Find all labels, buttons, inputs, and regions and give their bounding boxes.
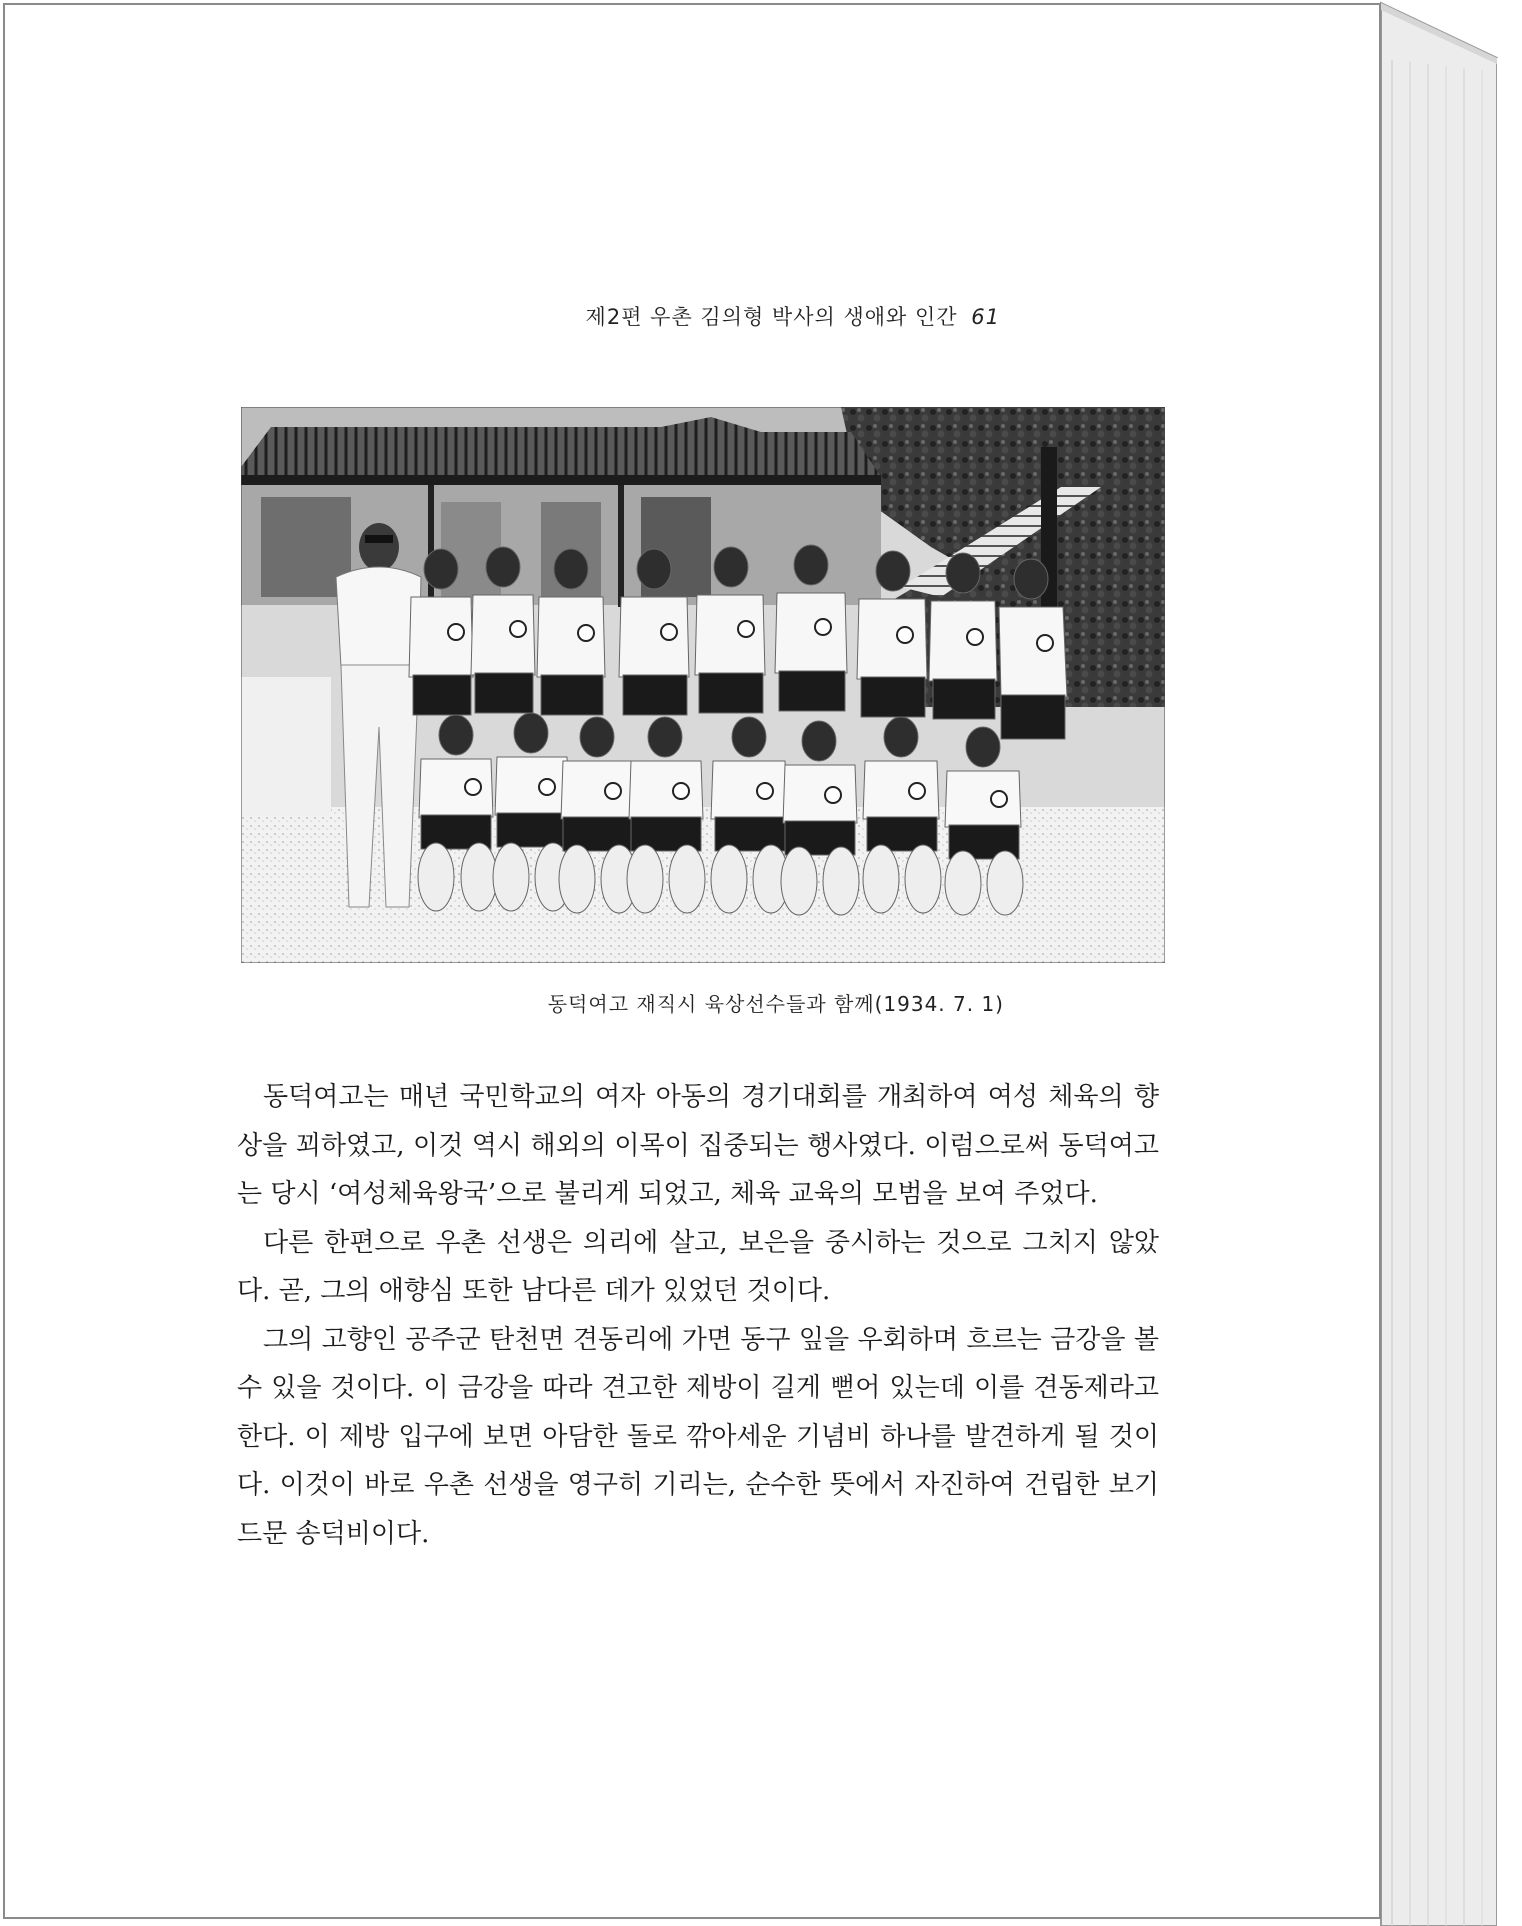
back-row-athletes xyxy=(409,545,1067,739)
group-photo xyxy=(241,407,1165,963)
paragraph: 다른 한편으로 우촌 선생은 의리에 살고, 보은을 중시하는 것으로 그치지 않았다. 곧, 그의 애향심 또한 남다른 데가 있었던 것이다. xyxy=(237,1227,1159,1306)
book-page xyxy=(3,3,1381,1919)
page-number: 61 xyxy=(971,305,1000,329)
paragraph: 그의 고향인 공주군 탄천면 견동리에 가면 동구 잎을 우회하며 흐르는 금강을 볼 수 있을 것이다. 이 금강을 따라 견고한 제방이 길게 뻗어 있는데 이를 견동제라고 한다. 이 제방 입구에 보면 아담한 돌로 깎아세운 기념비 하나를 발견하게 될 것이다. 이것이 바로 우촌 선생을 영구히 기리는, 순수한 뜻에서 자진하여 건립한 보기드문 송덕비이다. xyxy=(237,1324,1159,1549)
running-head xyxy=(586,301,1000,331)
running-head-title: 제2편 우촌 김의형 박사의 생애와 인간 xyxy=(585,305,958,329)
paragraph: 동덕여고는 매년 국민학교의 여자 아동의 경기대회를 개최하여 여성 체육의 향상을 꾀하였고, 이것 역시 해외의 이목이 집중되는 행사였다. 이럼으로써 동덕여고는 당시 ‘여성체육왕국’으로 불리게 되었고, 체육 교육의 모범을 보여 주었다. xyxy=(237,1082,1159,1209)
photo-caption: 동덕여고 재직시 육상선수들과 함께(1934. 7. 1) xyxy=(547,992,1004,1016)
body-text xyxy=(237,1073,1159,1558)
